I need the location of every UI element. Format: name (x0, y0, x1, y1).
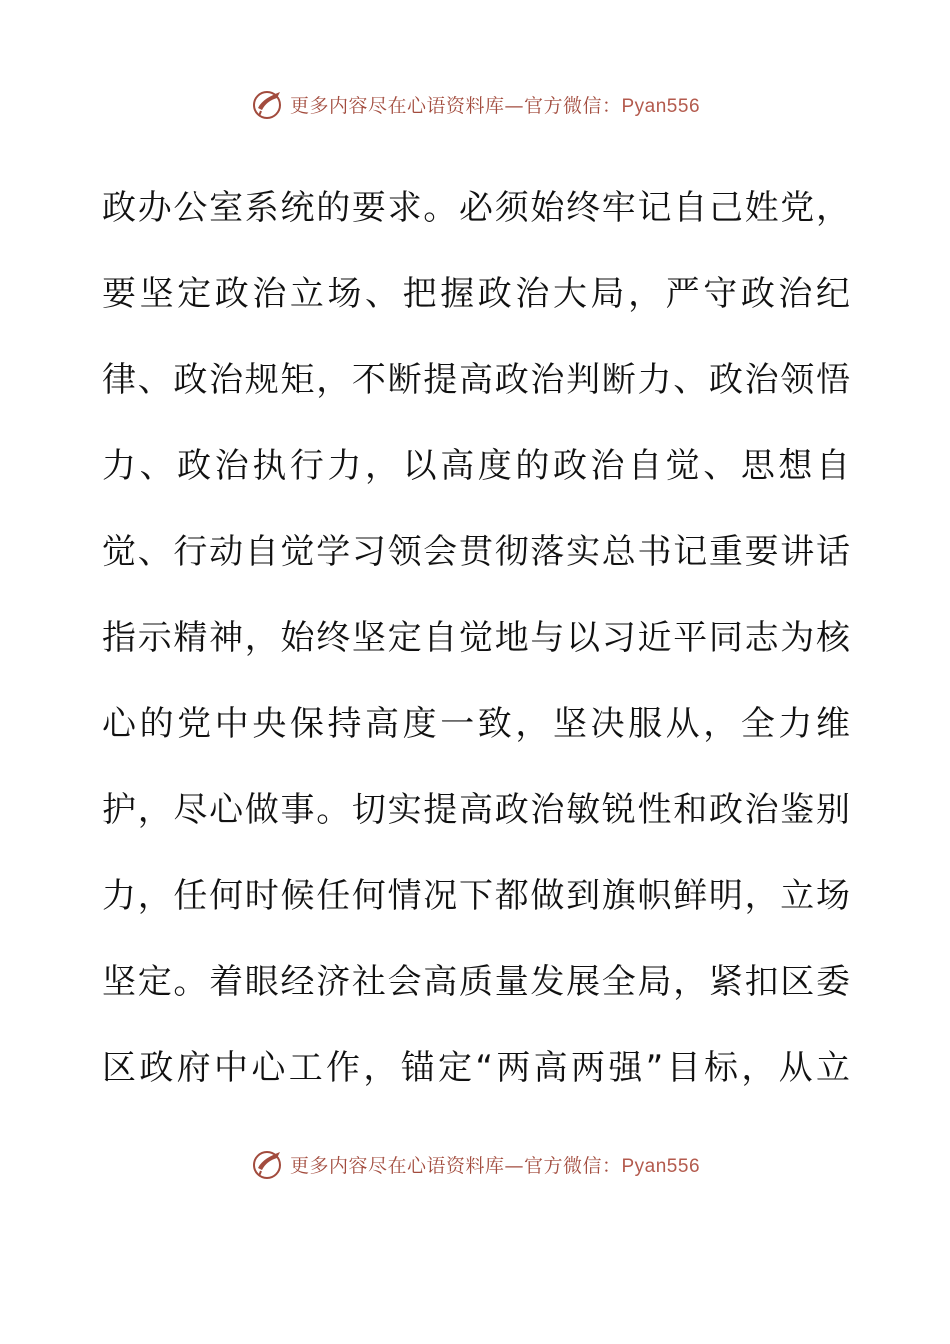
footer-watermark-text: 更多内容尽在心语资料库—官方微信：Pyan556 (289, 1154, 701, 1177)
footer-watermark-banner (0, 1142, 950, 1186)
pen-logo-icon (250, 1146, 286, 1182)
body-line: 律、政治规矩，不断提高政治判断力、政治领悟 (102, 360, 850, 400)
header-watermark-banner (0, 82, 950, 126)
body-line: 指示精神，始终坚定自觉地与以习近平同志为核 (102, 618, 850, 658)
pen-logo-icon (250, 86, 286, 122)
body-line: 区政府中心工作，锚定“两高两强”目标，从立 (102, 1048, 850, 1088)
body-line: 心的党中央保持高度一致，坚决服从，全力维 (102, 704, 850, 744)
body-line: 觉、行动自觉学习领会贯彻落实总书记重要讲话 (102, 532, 850, 572)
body-line: 坚定。着眼经济社会高质量发展全局，紧扣区委 (102, 962, 850, 1002)
body-line: 要坚定政治立场、把握政治大局，严守政治纪 (102, 274, 850, 314)
body-line: 政办公室系统的要求。必须始终牢记自己姓党， (102, 188, 850, 228)
body-line: 力、政治执行力，以高度的政治自觉、思想自 (102, 446, 850, 486)
body-line: 力，任何时候任何情况下都做到旗帜鲜明，立场 (102, 876, 850, 916)
document-body (102, 180, 850, 1126)
header-watermark-text: 更多内容尽在心语资料库—官方微信：Pyan556 (289, 94, 701, 117)
body-line: 护，尽心做事。切实提高政治敏锐性和政治鉴别 (102, 790, 850, 830)
